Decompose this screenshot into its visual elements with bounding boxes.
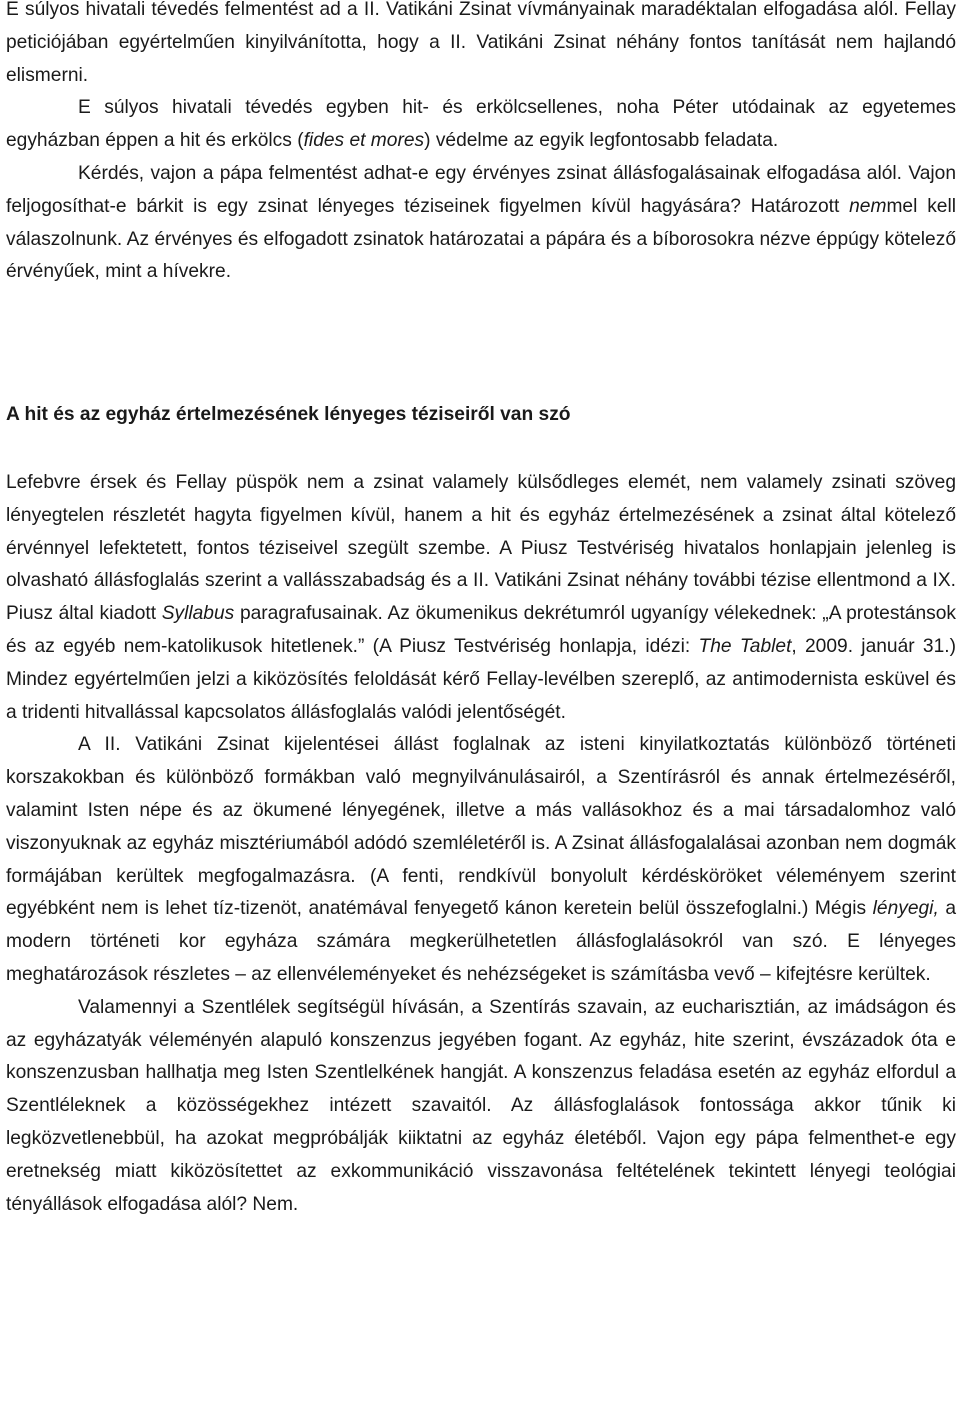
text-run: a modern történeti kor egyháza számára megkerülhetetlen állásfoglalásokról van szó. E lényeges meghatározások részletes – az ellenvéleményeket és nehézségeket is számításba vevő – kifejtésre kerültek. xyxy=(6,898,956,985)
text-run: ) védelme az egyik legfontosabb feladata. xyxy=(424,130,779,152)
section-heading: A hit és az egyház értelmezésének lényeges téziseiről van szó xyxy=(6,404,571,425)
paragraph xyxy=(6,158,956,289)
text-run: A II. Vatikáni Zsinat kijelentései állást foglalnak az isteni kinyilatkoztatás különböző történeti korszakokban és különböző formákban való megnyilvánulásairól, a Szentírásról és annak értelmezéséről, valamint Isten népe és az ökumené lényegének, illetve a más vallásokhoz és a mai társadalomhoz való viszonyuknak az egyház misztériumából adódó szemléletéről is. A Zsinat állásfogalalásai azonban nem dogmák formájában kerültek megfogalmazásra. (A fenti, rendkívül bonyolult kérdésköröket véleményem szerint egyébként nem is lehet tíz-tizenöt, anatémával fenyegető kánon keretein belül összefoglalni.) Mégis xyxy=(6,734,956,920)
text-run: Lefebvre érsek és Fellay püspök nem a zsinat valamely külsődleges elemét, nem valamely zsinati szöveg lényegtelen részletét hagyta figyelmen kívül, hanem a hit és egyház értelmezésének a zsinat által kötelező érvénnyel lefektetett, fontos téziseivel szegült szembe. A Piusz Testvériség hivatalos honlapjain jelenleg is olvasható állásfoglalás szerint a vallásszabadság és a II. Vatikáni Zsinat néhány további tézise ellentmond a IX. Piusz által kiadott xyxy=(6,472,956,625)
paragraph: E súlyos hivatali tévedés felmentést ad a II. Vatikáni Zsinat vívmányainak maradéktalan elfogadása alól. Fellay peticiójában egyértelműen kinyilvánította, hogy a II. Vatikáni Zsinat néhány fontos tanítását nem hajlandó elismerni. xyxy=(6,0,956,86)
text-run: E súlyos hivatali tévedés egyben hit- és erkölcsellenes, noha Péter utódainak az egyetemes egyházban éppen a hit és erkölcs ( xyxy=(6,97,956,152)
emphasis: nem xyxy=(849,195,887,217)
paragraph xyxy=(6,92,956,158)
section-intro xyxy=(6,0,956,289)
emphasis-title: Syllabus xyxy=(161,603,235,625)
section-heading-wrap xyxy=(6,399,956,432)
emphasis: lényegi, xyxy=(872,898,939,920)
paragraph xyxy=(6,467,956,729)
section-body xyxy=(6,467,956,1221)
paragraph xyxy=(6,729,956,991)
paragraph: Valamennyi a Szentlélek segítségül hívásán, a Szentírás szavain, az eucharisztián, az imádságon és az egyházatyák véleményén alapuló konszenzus jegyében fogant. Az egyház, hite szerint, évszázadok óta e konszenzusban hallhatja meg Isten Szentlelkének hangját. A konszenzus feladása esetén az egyház elfordul a Szentléleknek a közösségekhez intézett szavaitól. Az állásfoglalások fontossága akkor tűnik ki legközvetlenebbül, ha azokat megpróbálják kiiktatni az egyház életéből. Vajon egy pápa felmenthet-e egy eretnekség miatt kiközösítettet az exkommunikáció visszavonása feltételének tekintett lényegi teológiai tényállások elfogadása alól? Nem. xyxy=(6,996,956,1215)
text-run: , 2009. január 31.) Mindez egyértelműen jelzi a kiközösítés feloldását kérő Fellay-levélben szereplő, az antimodernista esküvel és a tridenti hitvallással kapcsolatos állásfoglalás valódi jelentőségét. xyxy=(6,635,956,723)
text-run: mel kell válaszolnunk. Az érvényes és elfogadott zsinatok határozatai a pápára és a bíborosokra nézve éppúgy kötelező érvényűek, mint a hívekre. xyxy=(6,195,957,283)
text-run: paragrafusainak. Az ökumenikus dekrétumról ugyanígy vélekednek: „A protestánsok és az egyéb nem-katolikusok hitetlenek.” (A Piusz Testvériség honlapja, idézi: xyxy=(6,603,956,657)
emphasis-title: The Tablet xyxy=(698,635,792,657)
emphasis-latin: fides et mores xyxy=(303,130,425,152)
text-run: Kérdés, vajon a pápa felmentést adhat-e egy érvényes zsinat állásfogalásainak elfogadása alól. Vajon feljogosíthat-e bárkit is egy zsinat lényeges téziseinek figyelmen kívül hagyására? Határozott xyxy=(6,162,956,217)
